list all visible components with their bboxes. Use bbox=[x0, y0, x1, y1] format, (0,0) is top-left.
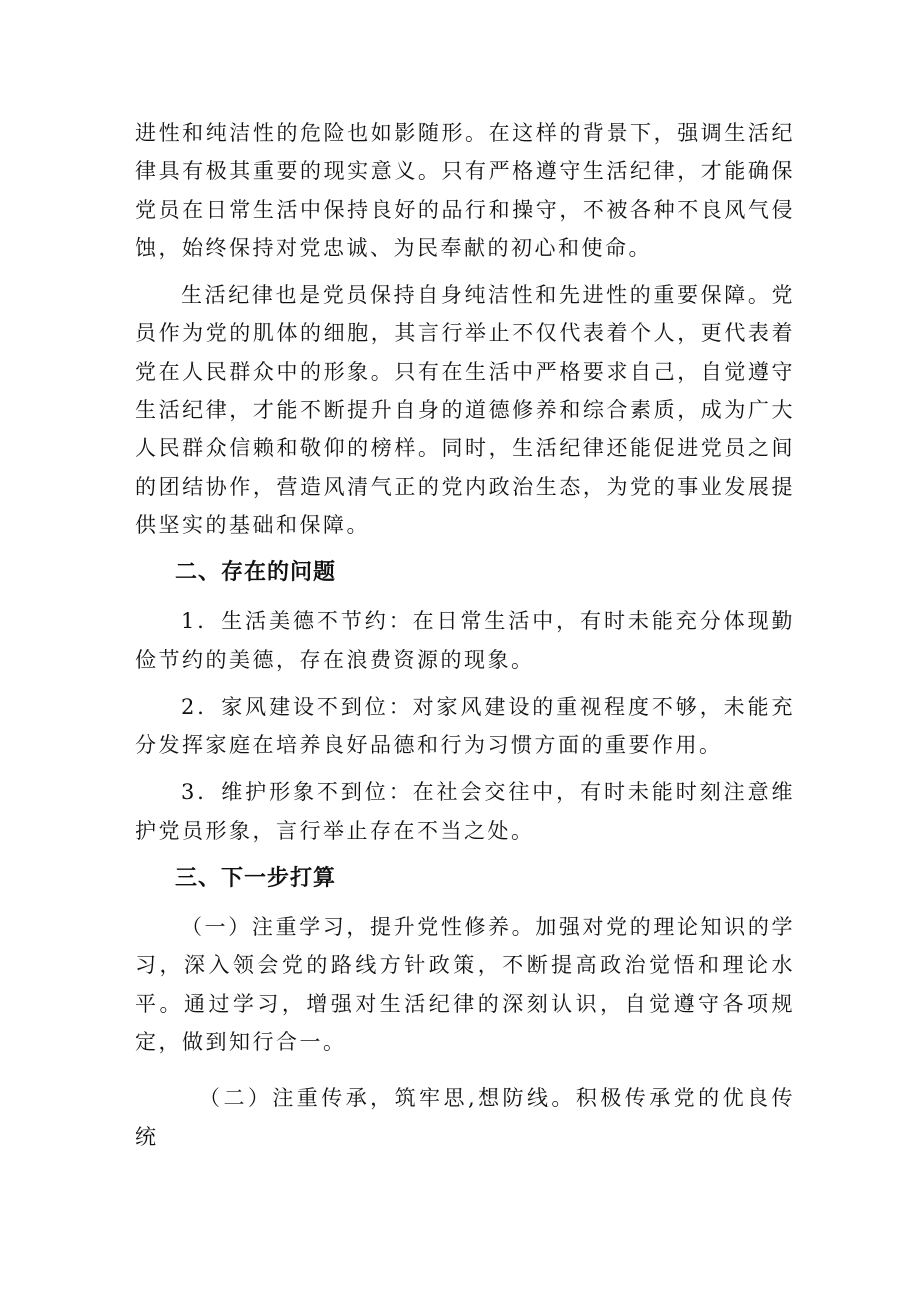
paragraph-gap bbox=[135, 850, 795, 859]
document-page bbox=[135, 114, 795, 1156]
paragraph-gap bbox=[135, 1070, 795, 1079]
paragraph-gap bbox=[135, 593, 795, 602]
paragraph-gap bbox=[135, 899, 795, 908]
paragraph-gap bbox=[135, 679, 795, 688]
paragraph-gap bbox=[135, 764, 795, 773]
section-heading: 三、下一步打算 bbox=[175, 866, 337, 892]
plan-item: （二）注重传承，筑牢思,想防线。积极传承党的优良传统 bbox=[135, 1086, 795, 1149]
body-paragraph: 进性和纯洁性的危险也如影随形。在这样的背景下，强调生活纪律具有极其重要的现实意义。只有严格遵守生活纪律，才能确保党员在日常生活中保持良好的品行和操守，不被各种不良风气侵蚀，始终保持对党忠诚、为民奉献的初心和使命。 bbox=[135, 121, 795, 260]
issue-item: 3．维护形象不到位：在社会交往中，有时未能时刻注意维护党员形象，言行举止存在不当之处。 bbox=[135, 780, 795, 843]
issue-item: 1．生活美德不节约：在日常生活中，有时未能充分体现勤俭节约的美德，存在浪费资源的现象。 bbox=[135, 609, 795, 672]
body-paragraph: 生活纪律也是党员保持自身纯洁性和先进性的重要保障。党员作为党的肌体的细胞，其言行举止不仅代表着个人，更代表着党在人民群众中的形象。只有在生活中严格要求自己，自觉遵守生活纪律，才能不断提升自身的道德修养和综合素质，成为广大人民群众信赖和敬仰的榜样。同时，生活纪律还能促进党员之间的团结协作，营造风清气正的党内政治生态，为党的事业发展提供坚实的基础和保障。 bbox=[135, 283, 795, 537]
issue-item: 2．家风建设不到位：对家风建设的重视程度不够，未能充分发挥家庭在培养良好品德和行为习惯方面的重要作用。 bbox=[135, 694, 795, 758]
paragraph-gap bbox=[135, 544, 795, 553]
section-heading: 二、存在的问题 bbox=[175, 560, 337, 586]
paragraph-gap bbox=[135, 1061, 795, 1070]
paragraph-gap bbox=[135, 267, 795, 276]
plan-item: （一）注重学习，提升党性修养。加强对党的理论知识的学习，深入领会党的路线方针政策，不断提高政治觉悟和理论水平。通过学习，增强对生活纪律的深刻认识，自觉遵守各项规定，做到知行合一。 bbox=[135, 915, 795, 1054]
